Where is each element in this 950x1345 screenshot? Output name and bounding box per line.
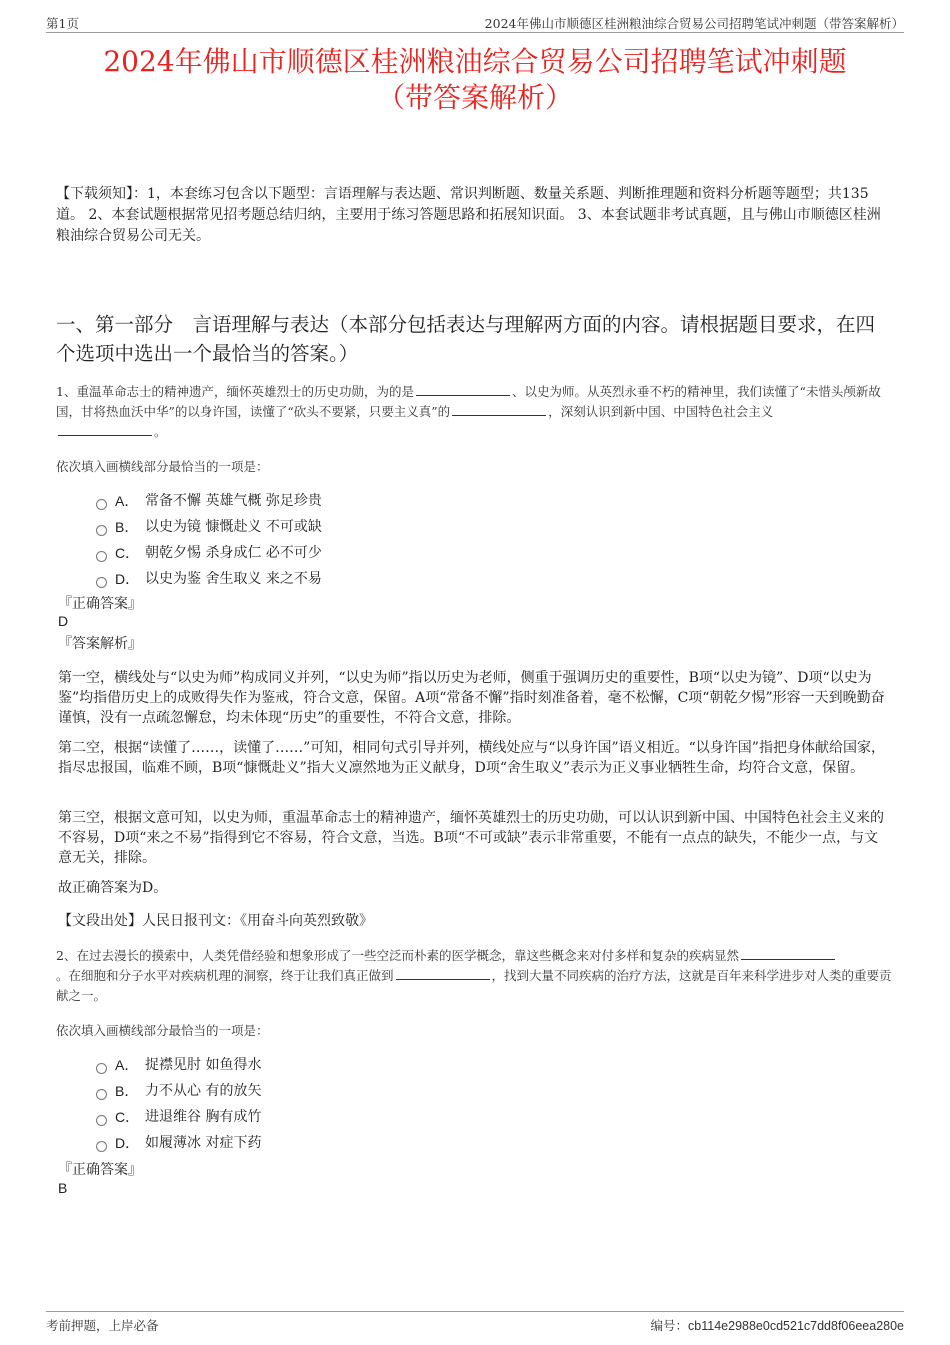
radio-icon[interactable] bbox=[96, 1089, 107, 1100]
option-letter: B． bbox=[115, 1083, 139, 1099]
footer-id-code: cb114e2988e0cd521c7dd8f06eea280e bbox=[688, 1319, 904, 1333]
q2-text-a: 2、在过去漫长的摸索中，人类凭借经验和想象形成了一些空泛而朴素的医学概念，靠这些概念来对付多样和复杂的疾病显然 bbox=[56, 948, 739, 963]
option-text: 以史为镜 慷慨赴义 不可或缺 bbox=[145, 519, 322, 535]
title-line-2: （带答案解析） bbox=[376, 81, 573, 114]
option-letter: C． bbox=[115, 545, 140, 561]
page-number: 第1页 bbox=[46, 16, 79, 31]
analysis-label: 『答案解析』 bbox=[58, 636, 142, 652]
footer-id bbox=[651, 1316, 904, 1334]
option-a[interactable] bbox=[96, 1052, 261, 1078]
option-letter: D． bbox=[115, 571, 140, 587]
q2-text-c: ，找到大量不同疾病的治疗方法，这就是百年来科学进步对人类的重要贡献之一。 bbox=[56, 968, 892, 1003]
radio-icon[interactable] bbox=[96, 499, 107, 510]
blank-line bbox=[416, 383, 510, 396]
question-1-prompt: 依次填入画横线部分最恰当的一项是： bbox=[56, 459, 269, 474]
correct-answer-label: 『正确答案』 bbox=[58, 1162, 142, 1178]
option-text: 捉襟见肘 如鱼得水 bbox=[145, 1057, 262, 1073]
q1-text-c: ，深刻认识到新中国、中国特色社会主义 bbox=[548, 404, 774, 419]
option-d[interactable] bbox=[96, 1130, 261, 1156]
title-line-1: 2024年佛山市顺德区桂洲粮油综合贸易公司招聘笔试冲刺题 bbox=[103, 45, 847, 78]
analysis-paragraph-1: 第一空，横线处与“以史为师”构成同义并列，“以史为师”指以历史为老师，侧重于强调历史的重要性，B项“以史为镜”、D项“以史为鉴”均指借历史上的成败得失作为鉴戒，符合文意，保留。A项“常备不懈”指时刻准备着，毫不松懈，C项“朝乾夕惕”形容一天到晚勤奋谨慎，没有一点疏忽懈怠，均未体现“历史”的重要性，不符合文意，排除。 bbox=[58, 670, 885, 726]
radio-icon[interactable] bbox=[96, 577, 107, 588]
option-b[interactable] bbox=[96, 1078, 261, 1104]
blank-line bbox=[396, 967, 490, 980]
option-text: 常备不懈 英雄气概 弥足珍贵 bbox=[145, 493, 322, 509]
correct-answer: B bbox=[58, 1180, 68, 1196]
radio-icon[interactable] bbox=[96, 1063, 107, 1074]
q1-text-b: 、以史为师。从英烈永垂不朽的精神里，我们读懂了“未惜头颅新故国，甘将热血沃中华”的以身许国，读懂了“砍头不要紧，只要主义真”的 bbox=[56, 384, 881, 419]
footer-slogan: 考前押题，上岸必备 bbox=[46, 1318, 159, 1333]
correct-answer: D bbox=[58, 613, 69, 629]
download-notice: 【下载须知】：1，本套练习包含以下题型：言语理解与表达题、常识判断题、数量关系题、判断推理题和资料分析题等题型；共135道。 2、本套试题根据常见招考题总结归纳，主要用于练习答题思路和拓展知识面。 3、本套试题非考试真题，且与佛山市顺德区桂洲粮油综合贸易公司无关。 bbox=[56, 186, 881, 244]
header-doc-title: 2024年佛山市顺德区桂洲粮油综合贸易公司招聘笔试冲刺题（带答案解析） bbox=[484, 16, 904, 31]
radio-icon[interactable] bbox=[96, 525, 107, 536]
q2-text-b: 。在细胞和分子水平对疾病机理的洞察，终于让我们真正做到 bbox=[56, 968, 394, 983]
option-letter: A． bbox=[115, 493, 139, 509]
footer-id-label: 编号： bbox=[650, 1318, 689, 1333]
option-text: 进退维谷 胸有成竹 bbox=[145, 1109, 262, 1125]
option-text: 如履薄冰 对症下药 bbox=[145, 1135, 262, 1151]
correct-answer-label: 『正确答案』 bbox=[58, 596, 142, 612]
option-letter: A． bbox=[115, 1057, 139, 1073]
radio-icon[interactable] bbox=[96, 1141, 107, 1152]
page-header bbox=[46, 12, 904, 33]
analysis-conclusion: 故正确答案为D。 bbox=[58, 880, 168, 896]
option-text: 朝乾夕惕 杀身成仁 必不可少 bbox=[145, 545, 322, 561]
option-text: 以史为鉴 舍生取义 来之不易 bbox=[145, 571, 322, 587]
question-2-prompt: 依次填入画横线部分最恰当的一项是： bbox=[56, 1023, 269, 1038]
option-d[interactable] bbox=[96, 566, 322, 592]
q1-text-d: 。 bbox=[154, 424, 167, 439]
option-b[interactable] bbox=[96, 514, 322, 540]
question-1-options bbox=[96, 488, 322, 592]
source-citation: 【文段出处】人民日报刊文：《用奋斗向英烈致敬》 bbox=[58, 913, 373, 929]
radio-icon[interactable] bbox=[96, 1115, 107, 1126]
question-1-stem bbox=[56, 382, 894, 442]
analysis-paragraph-2: 第二空，根据“读懂了……，读懂了……”可知，相同句式引导并列，横线处应与“以身许国”语义相近。“以身许国”指把身体献给国家，指尽忠报国，临难不顾，B项“慷慨赴义”指大义凛然地为正义献身，D项“舍生取义”表示为正义事业牺牲生命，均符合文意，保留。 bbox=[58, 740, 885, 776]
option-c[interactable] bbox=[96, 540, 322, 566]
question-2-stem bbox=[56, 946, 894, 1006]
analysis-paragraph-3: 第三空，根据文意可知，以史为师，重温革命志士的精神遗产，缅怀英雄烈士的历史功勋，可以认识到新中国、中国特色社会主义来的不容易，D项“来之不易”指得到它不容易，符合文意，当选。B项“不可或缺”表示非常重要，不能有一点点的缺失，不能少一点，与文意无关，排除。 bbox=[58, 810, 884, 866]
option-a[interactable] bbox=[96, 488, 322, 514]
section-heading: 一、第一部分 言语理解与表达（本部分包括表达与理解两方面的内容。请根据题目要求，在四个选项中选出一个最恰当的答案。） bbox=[56, 313, 876, 365]
blank-line bbox=[452, 403, 546, 416]
option-text: 力不从心 有的放矢 bbox=[145, 1083, 262, 1099]
page-footer bbox=[46, 1311, 904, 1332]
option-letter: B． bbox=[115, 519, 139, 535]
document-title bbox=[40, 44, 910, 116]
blank-line bbox=[58, 423, 152, 436]
option-letter: D． bbox=[115, 1135, 140, 1151]
radio-icon[interactable] bbox=[96, 551, 107, 562]
option-c[interactable] bbox=[96, 1104, 261, 1130]
option-letter: C． bbox=[115, 1109, 140, 1125]
q1-text-a: 1、重温革命志士的精神遗产，缅怀英雄烈士的历史功勋，为的是 bbox=[56, 384, 414, 399]
blank-line bbox=[741, 947, 835, 960]
question-2-options bbox=[96, 1052, 261, 1156]
